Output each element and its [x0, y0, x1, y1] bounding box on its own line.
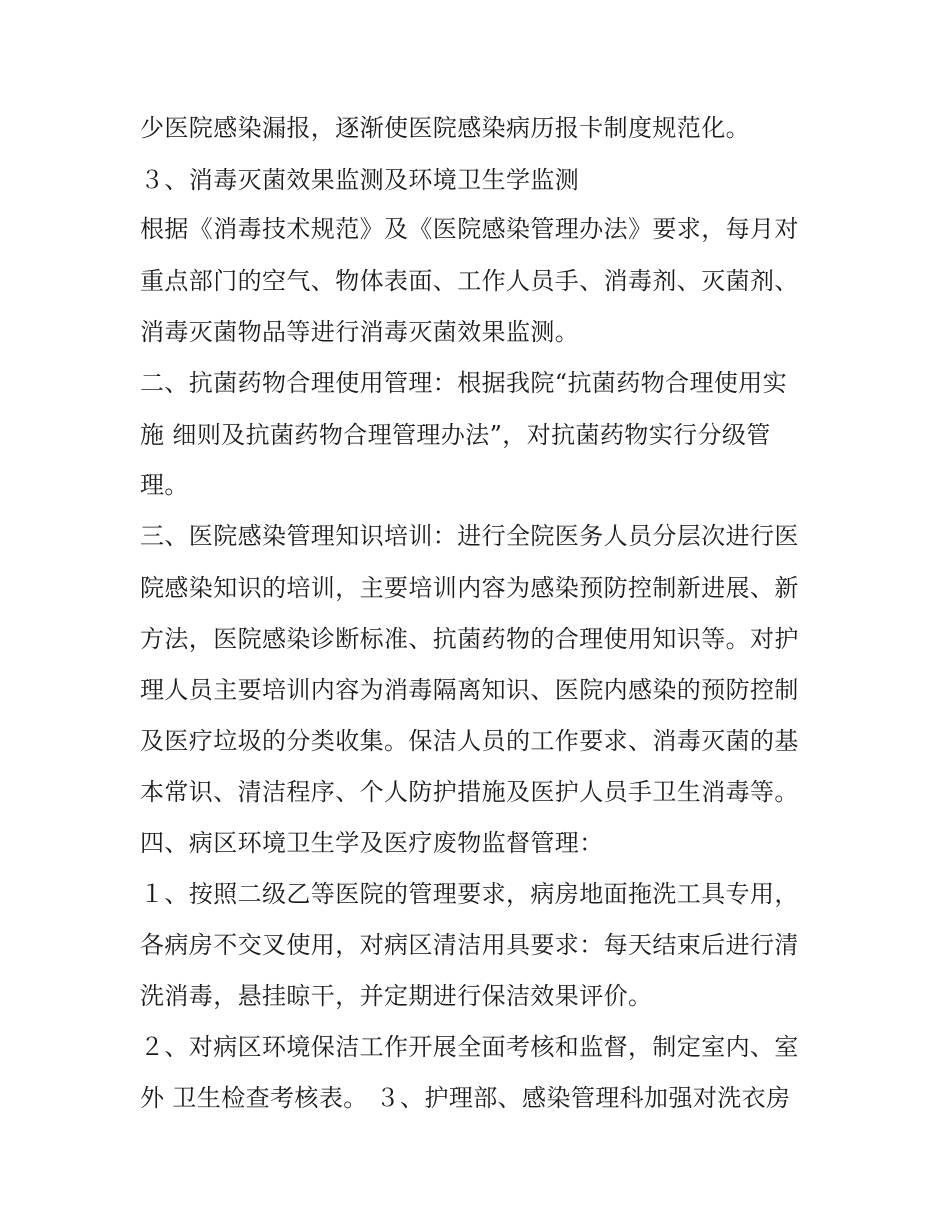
text-line: 三、医院感染管理知识培训：进行全院医务人员分层次进行医: [140, 522, 799, 550]
text-line: 及医疗垃圾的分类收集。保洁人员的工作要求、消毒灭菌的基: [140, 727, 799, 755]
text-line: 本常识、清洁程序、个人防护措施及医护人员手卫生消毒等。: [140, 778, 799, 806]
text-line: ２、对病区环境保洁工作开展全面考核和监督，制定室内、室: [140, 1033, 799, 1061]
text-line: 理。: [140, 471, 189, 499]
text-line: 各病房不交叉使用，对病区清洁用具要求：每天结束后进行清: [140, 931, 799, 959]
text-line: 消毒灭菌物品等进行消毒灭菌效果监测。: [140, 318, 580, 346]
text-line: 根据《消毒技术规范》及《医院感染管理办法》要求，每月对: [140, 215, 799, 243]
text-line: 四、病区环境卫生学及医疗废物监督管理：: [140, 829, 604, 857]
text-line: 院感染知识的培训，主要培训内容为感染预防控制新进展、新: [140, 574, 799, 602]
text-line: 二、抗菌药物合理使用管理：根据我院“抗菌药物合理使用实: [140, 369, 788, 397]
text-line: 施 细则及抗菌药物合理管理办法”，对抗菌药物实行分级管: [140, 421, 771, 449]
text-line: 重点部门的空气、物体表面、工作人员手、消毒剂、灭菌剂、: [140, 267, 799, 295]
text-line: 外 卫生检查考核表。 ３、护理部、感染管理科加强对洗衣房: [140, 1084, 791, 1112]
text-line: 少医院感染漏报，逐渐使医院感染病历报卡制度规范化。: [140, 114, 750, 142]
text-line: 方法，医院感染诊断标准、抗菌药物的合理使用知识等。对护: [140, 625, 799, 653]
text-line: 洗消毒，悬挂晾干，并定期进行保洁效果评价。: [140, 982, 653, 1010]
text-line: １、按照二级乙等医院的管理要求，病房地面拖洗工具专用，: [140, 880, 799, 908]
text-line: ３、消毒灭菌效果监测及环境卫生学监测: [140, 166, 580, 194]
text-line: 理人员主要培训内容为消毒隔离知识、医院内感染的预防控制: [140, 676, 799, 704]
